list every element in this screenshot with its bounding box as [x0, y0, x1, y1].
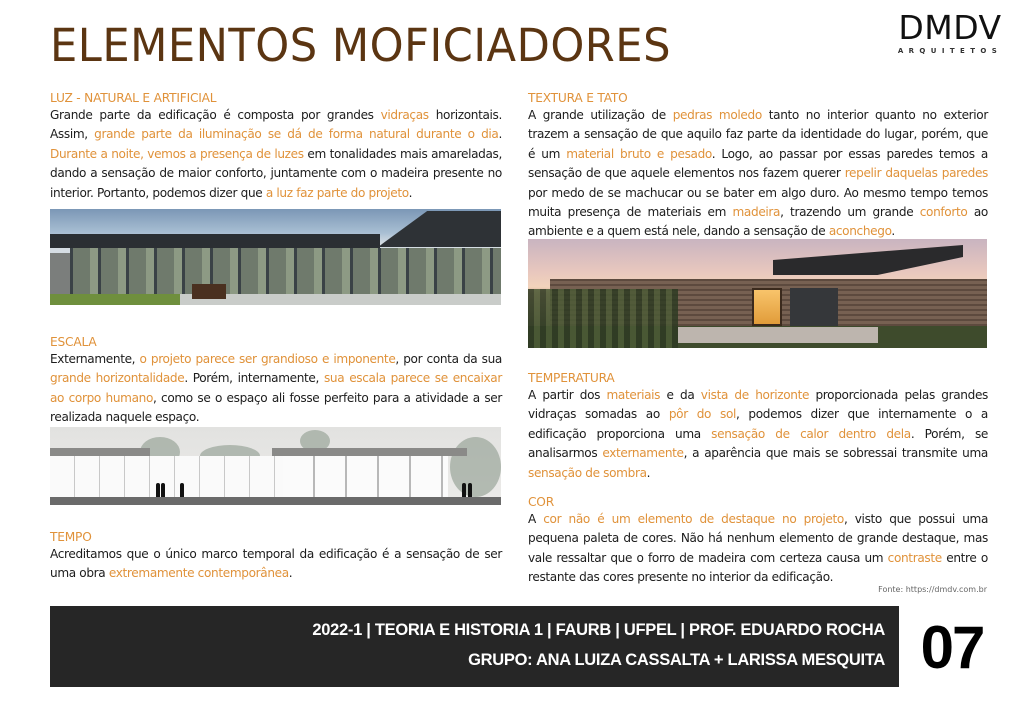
section-body: [50, 106, 502, 203]
highlighted-text: contraste: [887, 550, 942, 565]
body-text: Grande parte da edificação é composta por grandes: [50, 108, 381, 122]
exterior-daytime-photo: [50, 209, 501, 305]
section-escala: [50, 334, 502, 428]
highlighted-text: vidraças: [380, 108, 429, 122]
highlighted-text: grande horizontalidade: [50, 371, 185, 386]
highlighted-text: madeira: [732, 205, 781, 220]
body-text: tanto no interior quanto no exterior trazem a sensação de que aquilo faz parte da identidade do lugar, porém, que é um: [528, 108, 988, 161]
footer-course-line: 2022-1 | TEORIA E HISTORIA 1 | FAURB | UFPEL | PROF. EDUARDO ROCHA: [312, 621, 885, 639]
section-drawing-image: [50, 427, 501, 505]
body-text: A partir dos: [528, 388, 607, 402]
body-text: . Porém, se analisarmos: [528, 426, 988, 461]
body-text: Externamente,: [50, 352, 140, 366]
highlighted-text: pedras moledo: [672, 108, 762, 122]
section-body: [50, 545, 502, 584]
highlighted-text: pôr do sol: [668, 407, 737, 422]
highlighted-text: repelir daquelas paredes: [844, 166, 988, 181]
body-text: em tonalidades mais amareladas, dando a sensação de maior conforto, juntamente com o madeira presente no interior. Portanto, podemos dizer que: [50, 146, 502, 200]
body-text: ao ambiente e a quem está nele, dando a sensação de: [528, 205, 988, 239]
highlighted-text: sensação de sombra: [528, 465, 647, 480]
body-text: .: [646, 465, 651, 480]
body-text: , como se o espaço ali fosse perfeito para a atividade a ser realizada naquele espaço.: [50, 390, 502, 425]
section-body: [50, 350, 502, 428]
body-text: e da: [660, 388, 701, 402]
highlighted-text: extremamente contemporânea: [108, 566, 289, 581]
section-heading: COR: [528, 495, 554, 509]
body-text: . Porém, internamente,: [184, 371, 324, 386]
section-body: [528, 510, 988, 588]
body-text: horizontais. Assim,: [50, 108, 502, 142]
section-body: [528, 106, 988, 242]
body-text: A grande utilização de: [528, 108, 673, 122]
section-tempo: [50, 529, 502, 584]
footer-banner: [50, 606, 899, 687]
highlighted-text: Durante a noite, vemos a presença de luzes: [50, 146, 304, 161]
highlighted-text: cor não é um elemento de destaque no projeto: [543, 512, 844, 526]
section-luz: [50, 90, 502, 203]
source-credit: Fonte: https://dmdv.com.br: [878, 585, 987, 594]
highlighted-text: conforto: [919, 205, 968, 220]
highlighted-text: o projeto parece ser grandioso e imponente: [139, 352, 396, 366]
page-title: ELEMENTOS MOFICIADORES: [50, 19, 671, 72]
body-text: , trazendo um grande: [780, 205, 920, 220]
body-text: .: [498, 127, 502, 142]
sunset-facade-photo: [528, 239, 987, 348]
highlighted-text: externamente: [602, 446, 684, 461]
body-text: por medo de se machucar ou se bater em algo duro. Ao mesmo tempo temos muita presença de materiais em: [528, 185, 988, 220]
body-text: . Logo, ao passar por essas paredes temos a sensação de que aquele elementos nos fazem querer: [528, 146, 988, 181]
page-number: 07: [920, 614, 984, 681]
section-heading: TEMPO: [50, 530, 92, 544]
highlighted-text: aconchego: [828, 224, 892, 239]
section-heading: TEMPERATURA: [528, 371, 615, 385]
highlighted-text: a luz faz parte do projeto: [265, 185, 409, 200]
body-text: , por conta da sua: [395, 352, 502, 366]
dmdv-logo: [888, 10, 1012, 55]
body-text: .: [288, 566, 293, 581]
body-text: , podemos dizer que internamente o a edificação proporciona uma: [528, 407, 988, 441]
body-text: entre o restante das cores presente no interior da edificação.: [528, 550, 988, 585]
highlighted-text: sensação de calor dentro dela: [711, 426, 911, 441]
section-heading: TEXTURA E TATO: [528, 91, 628, 105]
highlighted-text: vista de horizonte: [700, 388, 810, 402]
body-text: .: [891, 224, 895, 239]
section-heading: ESCALA: [50, 335, 97, 349]
highlighted-text: materiais: [606, 388, 661, 402]
highlighted-text: material bruto e pesado: [566, 146, 712, 161]
body-text: , visto que possui uma pequena paleta de cores. Não há nenhum elemento de grande destaque, mas vale ressaltar que o forro de madeira com certeza causa um: [528, 512, 989, 565]
footer-group-line: GRUPO: ANA LUIZA CASSALTA + LARISSA MESQUITA: [468, 651, 885, 669]
section-heading: LUZ - NATURAL E ARTIFICIAL: [50, 91, 217, 105]
body-text: Acreditamos que o único marco temporal da edificação é a sensação de ser uma obra: [50, 547, 502, 581]
body-text: A: [528, 512, 544, 526]
highlighted-text: grande parte da iluminação se dá de forma natural durante o dia: [94, 127, 499, 142]
section-cor: [528, 494, 988, 588]
logo-subtitle: ARQUITETOS: [897, 47, 1003, 55]
section-temperatura: [528, 370, 988, 483]
section-body: [528, 386, 988, 483]
body-text: , a aparência que mais se sobressai transmite uma: [683, 446, 988, 461]
highlighted-text: sua escala parece se encaixar ao corpo humano: [50, 371, 502, 405]
body-text: proporcionada pelas grandes vidraças somadas ao: [528, 388, 988, 422]
section-textura: [528, 90, 988, 242]
body-text: .: [408, 185, 413, 200]
logo-brand: DMDV: [898, 8, 1002, 47]
